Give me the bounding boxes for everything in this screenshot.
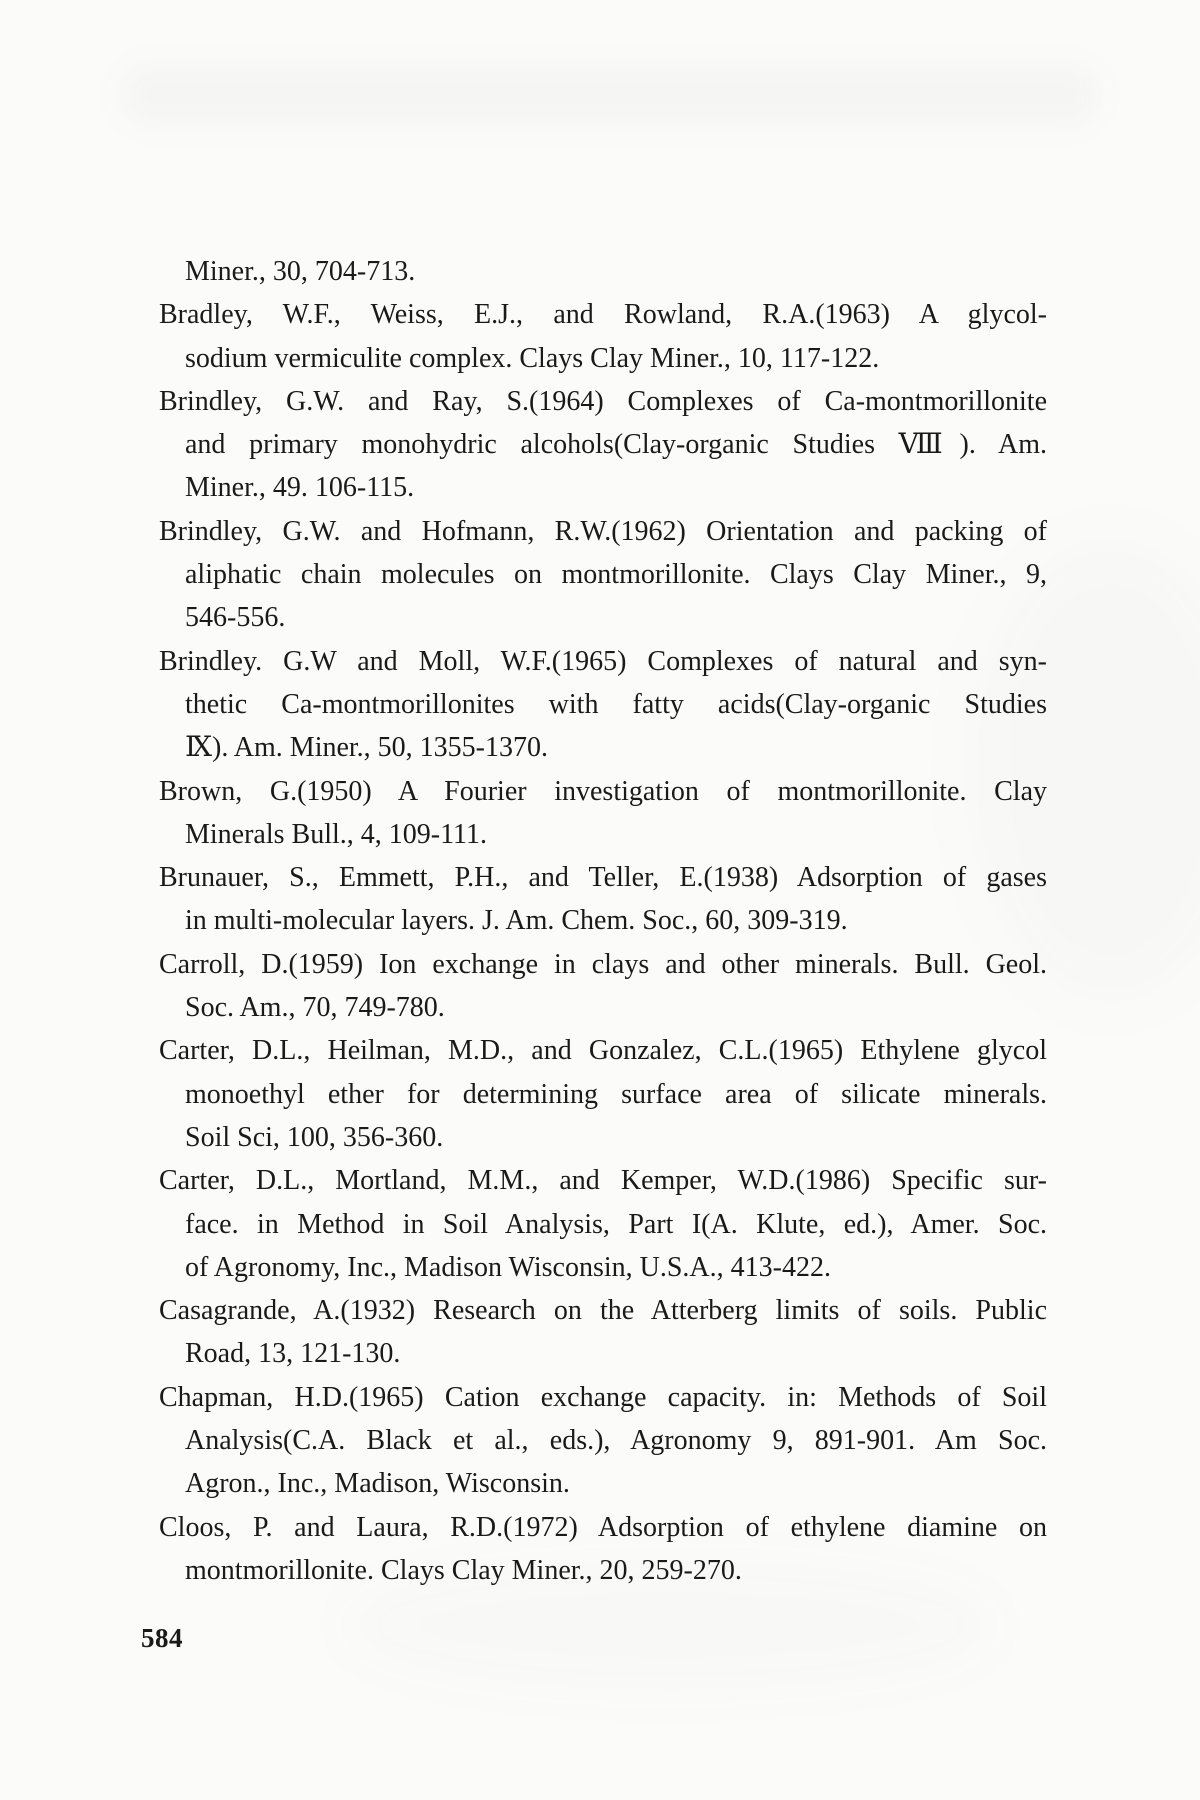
reference-line: Road, 13, 121-130. bbox=[185, 1338, 401, 1370]
reference-line: montmorillonite. Clays Clay Miner., 20, 259-270. bbox=[185, 1554, 742, 1586]
reference-line: Brindley. G.W and Moll, W.F.(1965) Complexes of natural and syn- bbox=[159, 645, 1047, 677]
reference-entry-brindley-ray-1964 bbox=[159, 380, 1047, 510]
reference-line: Agron., Inc., Madison, Wisconsin. bbox=[185, 1468, 570, 1500]
reference-entry-brown-1950 bbox=[159, 770, 1047, 857]
reference-line: Brunauer, S., Emmett, P.H., and Teller, E.(1938) Adsorption of gases bbox=[159, 862, 1047, 894]
reference-line: Miner., 49. 106-115. bbox=[185, 472, 415, 504]
reference-line: Analysis(C.A. Black et al., eds.), Agronomy 9, 891-901. Am Soc. bbox=[185, 1425, 1047, 1457]
reference-entry-cloos-laura-1972 bbox=[159, 1506, 1047, 1593]
scan-artifact-band bbox=[120, 64, 1100, 126]
reference-entry-bradley-1963 bbox=[159, 293, 1047, 380]
reference-line: Chapman, H.D.(1965) Cation exchange capacity. in: Methods of Soil bbox=[159, 1381, 1047, 1413]
reference-line: Soil Sci, 100, 356-360. bbox=[185, 1121, 444, 1153]
reference-line: Soc. Am., 70, 749-780. bbox=[185, 992, 445, 1024]
reference-line: Carroll, D.(1959) Ion exchange in clays and other minerals. Bull. Geol. bbox=[159, 948, 1047, 980]
reference-line: Cloos, P. and Laura, R.D.(1972) Adsorption of ethylene diamine on bbox=[159, 1511, 1047, 1543]
reference-line: 546-556. bbox=[185, 602, 286, 634]
reference-line: Bradley, W.F., Weiss, E.J., and Rowland, R.A.(1963) A glycol- bbox=[159, 299, 1047, 331]
reference-line: Miner., 30, 704-713. bbox=[185, 256, 416, 287]
reference-entry-chapman-1965 bbox=[159, 1376, 1047, 1506]
reference-line: thetic Ca-montmorillonites with fatty acids(Clay-organic Studies bbox=[185, 688, 1047, 720]
reference-line: and primary monohydric alcohols(Clay-organic Studies Ⅷ). Am. bbox=[185, 429, 1047, 461]
page-number: 584 bbox=[141, 1623, 183, 1653]
reference-entry-carter-heilman-1965 bbox=[159, 1029, 1047, 1159]
reference-line: Brindley, G.W. and Hofmann, R.W.(1962) Orientation and packing of bbox=[159, 515, 1047, 547]
references-list bbox=[159, 250, 1047, 1592]
reference-entry-continuation bbox=[159, 250, 1047, 293]
reference-entry-brindley-moll-1965 bbox=[159, 640, 1047, 770]
reference-line: Casagrande, A.(1932) Research on the Atterberg limits of soils. Public bbox=[159, 1295, 1047, 1327]
reference-entry-casagrande-1932 bbox=[159, 1289, 1047, 1376]
reference-entry-brindley-hofmann-1962 bbox=[159, 510, 1047, 640]
reference-entry-carroll-1959 bbox=[159, 943, 1047, 1030]
reference-line: of Agronomy, Inc., Madison Wisconsin, U.S.A., 413-422. bbox=[185, 1251, 831, 1283]
reference-line: face. in Method in Soil Analysis, Part I(A. Klute, ed.), Amer. Soc. bbox=[185, 1208, 1047, 1240]
reference-line: Carter, D.L., Mortland, M.M., and Kemper, W.D.(1986) Specific sur- bbox=[159, 1165, 1047, 1197]
reference-line: sodium vermiculite complex. Clays Clay Miner., 10, 117-122. bbox=[185, 342, 880, 374]
reference-line: Carter, D.L., Heilman, M.D., and Gonzalez, C.L.(1965) Ethylene glycol bbox=[159, 1035, 1047, 1067]
reference-line: aliphatic chain molecules on montmorillonite. Clays Clay Miner., 9, bbox=[185, 559, 1047, 591]
reference-entry-brunauer-1938 bbox=[159, 856, 1047, 943]
reference-line: Brown, G.(1950) A Fourier investigation of montmorillonite. Clay bbox=[159, 775, 1047, 807]
reference-line: Minerals Bull., 4, 109-111. bbox=[185, 818, 488, 850]
reference-line: monoethyl ether for determining surface area of silicate minerals. bbox=[185, 1078, 1047, 1110]
reference-entry-carter-mortland-1986 bbox=[159, 1159, 1047, 1289]
reference-line: Brindley, G.W. and Ray, S.(1964) Complexes of Ca-montmorillonite bbox=[159, 385, 1047, 417]
reference-line: Ⅸ). Am. Miner., 50, 1355-1370. bbox=[185, 732, 549, 764]
reference-line: in multi-molecular layers. J. Am. Chem. Soc., 60, 309-319. bbox=[185, 905, 848, 937]
